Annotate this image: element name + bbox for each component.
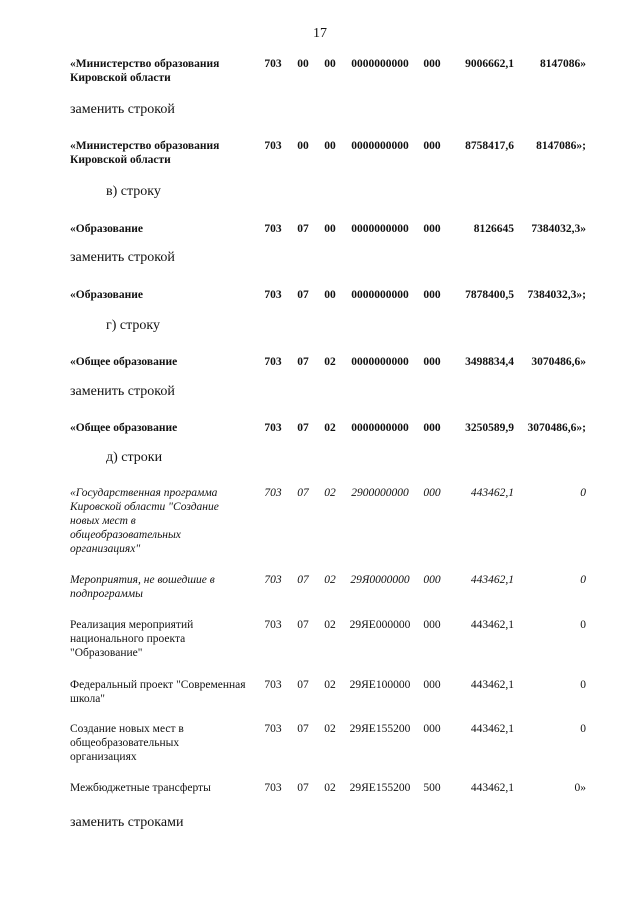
cell-y2: 0 <box>580 487 586 499</box>
cell-csr: 0000000000 <box>351 58 409 70</box>
cell-rz: 07 <box>297 487 309 499</box>
cell-csr: 29ЯЕ100000 <box>349 679 411 691</box>
cell-vr: 000 <box>423 140 441 152</box>
row-name: «Общее образование <box>70 356 178 368</box>
cell-csr: 0000000000 <box>351 223 409 235</box>
cell-csr: 29ЯЕ000000 <box>349 619 411 631</box>
cell-vr: 000 <box>423 723 441 735</box>
cell-y2: 8147086» <box>540 58 586 70</box>
cell-vr: 000 <box>423 679 441 691</box>
instruction-text: заменить строкой <box>70 250 175 265</box>
cell-rz: 07 <box>297 679 309 691</box>
cell-rz: 00 <box>297 58 309 70</box>
cell-pr: 02 <box>324 679 336 691</box>
row-name: Создание новых мест в общеобразовательных организациях <box>70 723 184 763</box>
cell-pr: 02 <box>324 619 336 631</box>
row-name: «Министерство образования Кировской области <box>70 140 220 166</box>
cell-rz: 07 <box>297 356 309 368</box>
cell-pr: 00 <box>324 223 336 235</box>
cell-glav: 703 <box>264 619 282 631</box>
instruction-text: в) строку <box>106 184 161 199</box>
cell-y1: 8126645 <box>473 223 514 235</box>
cell-pr: 00 <box>324 289 336 301</box>
cell-y1: 443462,1 <box>470 679 514 691</box>
cell-rz: 07 <box>297 422 309 434</box>
cell-y2: 0 <box>580 619 586 631</box>
cell-glav: 703 <box>264 289 282 301</box>
cell-pr: 02 <box>324 723 336 735</box>
cell-vr: 000 <box>423 487 441 499</box>
instruction-text: д) строки <box>106 450 163 465</box>
cell-vr: 000 <box>423 574 441 586</box>
cell-glav: 703 <box>264 782 282 794</box>
cell-rz: 07 <box>297 289 309 301</box>
cell-glav: 703 <box>264 574 282 586</box>
row-name: Мероприятия, не вошедшие в подпрограммы <box>70 574 215 600</box>
cell-rz: 07 <box>297 223 309 235</box>
cell-csr: 29ЯЕ155200 <box>349 782 411 794</box>
row-name: «Министерство образования Кировской области <box>70 58 220 84</box>
instruction-text: г) строку <box>106 318 161 333</box>
cell-glav: 703 <box>264 223 282 235</box>
cell-y1: 3250589,9 <box>465 422 514 434</box>
cell-csr: 0000000000 <box>351 422 409 434</box>
cell-rz: 07 <box>297 574 309 586</box>
cell-y1: 9006662,1 <box>465 58 514 70</box>
cell-vr: 000 <box>423 58 441 70</box>
cell-vr: 000 <box>423 223 441 235</box>
cell-y1: 443462,1 <box>470 782 514 794</box>
cell-y1: 443462,1 <box>470 487 514 499</box>
cell-glav: 703 <box>264 58 282 70</box>
row-name: «Государственная программа Кировской области "Создание новых мест в общеобразовательных организациях" <box>70 487 219 555</box>
row-name: Федеральный проект "Современная школа" <box>70 679 246 705</box>
cell-y1: 8758417,6 <box>465 140 514 152</box>
cell-y2: 7384032,3» <box>531 223 586 235</box>
cell-csr: 0000000000 <box>351 289 409 301</box>
cell-glav: 703 <box>264 723 282 735</box>
cell-glav: 703 <box>264 422 282 434</box>
cell-y2: 0 <box>580 574 586 586</box>
cell-csr: 0000000000 <box>351 140 409 152</box>
row-name: «Образование <box>70 223 143 235</box>
instruction-text: заменить строками <box>70 815 184 830</box>
page-number: 17 <box>313 26 327 41</box>
cell-y2: 3070486,6» <box>531 356 586 368</box>
cell-y2: 0 <box>580 679 586 691</box>
cell-pr: 00 <box>324 140 336 152</box>
cell-y1: 443462,1 <box>470 574 514 586</box>
cell-y1: 443462,1 <box>470 619 514 631</box>
row-name: Реализация мероприятий национального проекта "Образование" <box>70 619 194 659</box>
cell-vr: 500 <box>423 782 441 794</box>
instruction-text: заменить строкой <box>70 102 175 117</box>
cell-csr: 29Я0000000 <box>350 574 410 586</box>
cell-csr: 29ЯЕ155200 <box>349 723 411 735</box>
row-name: «Образование <box>70 289 143 301</box>
cell-rz: 07 <box>297 723 309 735</box>
cell-glav: 703 <box>264 487 282 499</box>
cell-y2: 0 <box>580 723 586 735</box>
cell-y2: 8147086»; <box>536 140 586 152</box>
cell-y1: 7878400,5 <box>465 289 514 301</box>
cell-pr: 00 <box>324 58 336 70</box>
cell-rz: 00 <box>297 140 309 152</box>
cell-rz: 07 <box>297 619 309 631</box>
cell-rz: 07 <box>297 782 309 794</box>
cell-glav: 703 <box>264 140 282 152</box>
cell-csr: 2900000000 <box>351 487 409 499</box>
cell-y2: 3070486,6»; <box>527 422 586 434</box>
cell-vr: 000 <box>423 356 441 368</box>
cell-csr: 0000000000 <box>351 356 409 368</box>
cell-vr: 000 <box>423 289 441 301</box>
cell-pr: 02 <box>324 356 336 368</box>
cell-pr: 02 <box>324 782 336 794</box>
cell-glav: 703 <box>264 356 282 368</box>
cell-y2: 7384032,3»; <box>527 289 586 301</box>
instruction-text: заменить строкой <box>70 384 175 399</box>
cell-vr: 000 <box>423 422 441 434</box>
cell-y1: 443462,1 <box>470 723 514 735</box>
row-name: Межбюджетные трансферты <box>70 782 211 794</box>
cell-vr: 000 <box>423 619 441 631</box>
row-name: «Общее образование <box>70 422 178 434</box>
cell-y1: 3498834,4 <box>465 356 514 368</box>
cell-pr: 02 <box>324 487 336 499</box>
cell-pr: 02 <box>324 422 336 434</box>
cell-pr: 02 <box>324 574 336 586</box>
cell-y2: 0» <box>574 782 586 794</box>
cell-glav: 703 <box>264 679 282 691</box>
